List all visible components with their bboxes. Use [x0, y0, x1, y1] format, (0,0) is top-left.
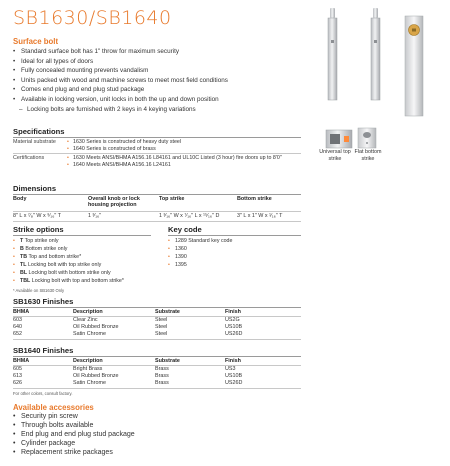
- divider: [13, 137, 301, 138]
- accessory-item: • Replacement strike packages: [13, 449, 135, 458]
- strike-option-item: • TBL Locking bolt with top and bottom strike*: [13, 277, 124, 285]
- key-code-list: [168, 237, 232, 269]
- accessory-item: • Security pin screw: [13, 413, 135, 422]
- flat-bottom-strike-image: [358, 128, 376, 148]
- feature-item: • Units packed with wood and machine screws to meet most field conditions: [13, 76, 228, 86]
- table-cell: 605: [13, 366, 22, 372]
- sb1630-finishes-heading: SB1630 Finishes: [13, 297, 74, 306]
- table-cell: Clear Zinc: [73, 317, 98, 323]
- table-cell: 652: [13, 331, 22, 337]
- divider: [13, 388, 301, 389]
- sb1640-finishes-heading: SB1640 Finishes: [13, 346, 74, 355]
- universal-strike-caption: Universal top strike: [319, 149, 351, 162]
- accessory-item: • End plug and end plug stud package: [13, 431, 135, 440]
- divider: [13, 356, 301, 357]
- key-code-heading: Key code: [168, 225, 202, 234]
- material-item: • 1640 Series is constructed of brass: [67, 146, 181, 153]
- table-cell: Steel: [155, 324, 168, 330]
- material-item: • 1630 Series is constructed of heavy duty steel: [67, 139, 181, 146]
- flat-strike-caption: Flat bottom strike: [354, 149, 382, 162]
- sb1640-col-bhma: BHMA: [13, 358, 30, 364]
- strike-options-note: * Available on SB1630 Only: [13, 288, 65, 293]
- strike-options-list: [13, 237, 124, 285]
- dimensions-col-projection: Overall knob or lock housing projection: [88, 196, 140, 209]
- table-cell: Brass: [155, 380, 169, 386]
- table-cell: US26D: [225, 380, 243, 386]
- strike-option-item: • TL Locking bolt with top strike only: [13, 261, 124, 269]
- sb1640-col-finish: Finish: [225, 358, 241, 364]
- table-cell: Oil Rubbed Bronze: [73, 324, 119, 330]
- dimensions-col-top-strike: Top strike: [159, 196, 185, 202]
- table-cell: Brass: [155, 366, 169, 372]
- feature-item: • Ideal for all types of doors: [13, 57, 228, 67]
- table-cell: 603: [13, 317, 22, 323]
- certification-item: • 1640 Meets ANSI/BHMA A156.16 L24161: [67, 162, 293, 169]
- table-cell: Satin Chrome: [73, 331, 106, 337]
- page-title: SB1630/SB1640: [13, 7, 172, 29]
- divider: [13, 153, 301, 154]
- feature-item: • Standard surface bolt has 1" throw for maximum security: [13, 47, 228, 57]
- locking-bolt-image: [405, 16, 423, 116]
- strike-option-item: • BL Locking bolt with bottom strike only: [13, 269, 124, 277]
- accessories-list: [13, 413, 135, 458]
- sb1630-col-bhma: BHMA: [13, 309, 30, 315]
- divider: [13, 221, 301, 222]
- divider: [13, 339, 301, 340]
- table-cell: Brass: [155, 373, 169, 379]
- key-code-item: • 1289 Standard key code: [168, 237, 232, 245]
- accessory-item: • Cylinder package: [13, 440, 135, 449]
- dimensions-col-body: Body: [13, 196, 27, 202]
- accessory-item: • Through bolts available: [13, 422, 135, 431]
- material-substrate-label: Material substrate: [13, 139, 56, 145]
- strike-option-item: • TB Top and bottom strike*: [13, 253, 124, 261]
- table-cell: Steel: [155, 331, 168, 337]
- key-code-item: • 1390: [168, 253, 232, 261]
- universal-top-strike-image: [326, 130, 352, 148]
- table-cell: US3: [225, 366, 236, 372]
- sb1640-col-substrate: Substrate: [155, 358, 180, 364]
- table-cell: US10B: [225, 324, 243, 330]
- accessories-heading: Available accessories: [13, 403, 94, 412]
- divider: [168, 235, 301, 236]
- finishes-note: For other colors, consult factory.: [13, 391, 73, 396]
- table-cell: Satin Chrome: [73, 380, 106, 386]
- sb1630-col-substrate: Substrate: [155, 309, 180, 315]
- table-cell: US10B: [225, 373, 243, 379]
- dimension-top-strike-value: 1 ³⁄₁₆" W x ⁷⁄₁₆" L x ¹⁵⁄₁₆" D: [159, 213, 220, 219]
- certification-item: • 1630 Meets ANSI/BHMA A156.16 L84161 and UL10C Listed (3 hour) fire doors up to 8'0": [67, 155, 293, 162]
- strike-option-item: • B Bottom strike only: [13, 245, 124, 253]
- table-cell: US26D: [225, 331, 243, 337]
- divider: [13, 194, 301, 195]
- table-cell: 613: [13, 373, 22, 379]
- dimension-bottom-strike-value: 3" L x 1" W x ¹⁄₁₆" T: [237, 213, 283, 219]
- feature-item: • Comes end plug and end plug stud package: [13, 85, 228, 95]
- surface-bolt-image-2: [371, 8, 380, 100]
- dimension-body-value: 8" L x ⁷⁄₈" W x ⁹⁄₁₆" T: [13, 213, 61, 219]
- dimension-projection-value: 1 ³⁄₁₆": [88, 213, 102, 219]
- surface-bolt-features: [13, 47, 228, 114]
- specifications-heading: Specifications: [13, 127, 65, 136]
- key-code-item: • 1395: [168, 261, 232, 269]
- table-cell: Oil Rubbed Bronze: [73, 373, 119, 379]
- sb1630-col-finish: Finish: [225, 309, 241, 315]
- table-cell: 626: [13, 380, 22, 386]
- feature-item: • Fully concealed mounting prevents vandalism: [13, 66, 228, 76]
- sb1630-col-description: Description: [73, 309, 103, 315]
- material-substrate-values: [67, 139, 181, 152]
- dimensions-heading: Dimensions: [13, 184, 57, 193]
- table-cell: Steel: [155, 317, 168, 323]
- table-cell: 640: [13, 324, 22, 330]
- divider: [13, 307, 301, 308]
- sb1640-col-description: Description: [73, 358, 103, 364]
- strike-option-item: • T Top strike only: [13, 237, 124, 245]
- strike-options-heading: Strike options: [13, 225, 64, 234]
- table-cell: Bright Brass: [73, 366, 103, 372]
- certifications-label: Certifications: [13, 155, 45, 161]
- key-code-item: • 1360: [168, 245, 232, 253]
- feature-item: • Available in locking version, unit locks in both the up and down position: [13, 95, 228, 105]
- certifications-values: [67, 155, 293, 168]
- feature-sub-item: – Locking bolts are furnished with 2 keys in 4 keying variations: [13, 105, 228, 115]
- divider: [13, 211, 301, 212]
- surface-bolt-image-1: [328, 8, 337, 100]
- surface-bolt-heading: Surface bolt: [13, 37, 59, 46]
- table-cell: US2G: [225, 317, 240, 323]
- dimensions-col-bottom-strike: Bottom strike: [237, 196, 272, 202]
- divider: [13, 235, 151, 236]
